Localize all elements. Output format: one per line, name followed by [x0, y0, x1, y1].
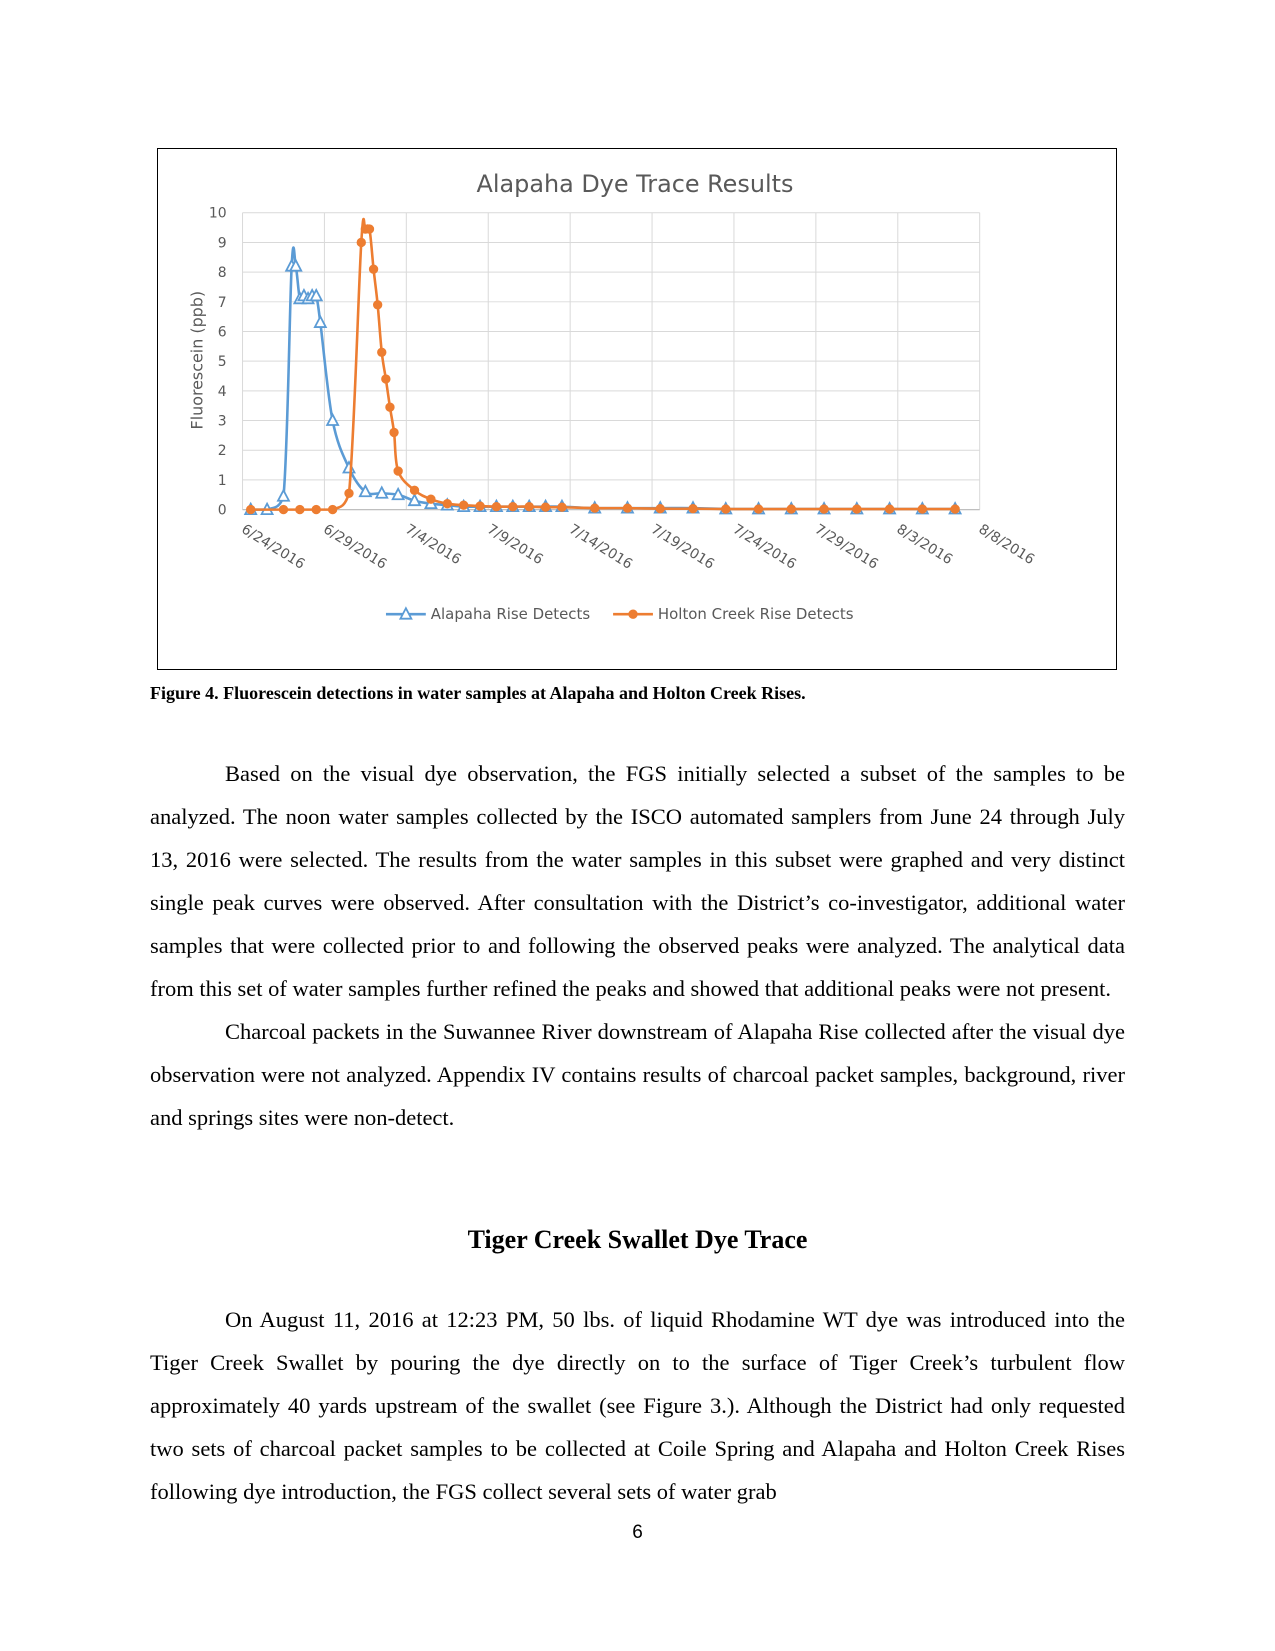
- section-heading: Tiger Creek Swallet Dye Trace: [467, 1225, 808, 1254]
- data-point: [885, 505, 893, 513]
- data-point: [427, 495, 435, 503]
- y-tick-label: 4: [217, 383, 227, 400]
- data-point: [754, 505, 762, 513]
- y-tick-label: 5: [217, 354, 227, 371]
- page-number: 6: [632, 1522, 643, 1543]
- body-text-2: [150, 1298, 1125, 1513]
- data-point: [623, 504, 631, 512]
- data-point: [722, 505, 730, 513]
- y-tick-label: 8: [217, 265, 227, 282]
- data-point: [390, 428, 398, 436]
- data-point: [443, 499, 451, 507]
- data-point: [296, 505, 304, 513]
- chart-title: Alapaha Dye Trace Results: [476, 169, 794, 198]
- x-tick-label: 7/4/2016: [402, 521, 464, 569]
- x-tick-label: 6/29/2016: [320, 521, 390, 573]
- chart: [158, 149, 1116, 669]
- data-point: [344, 462, 355, 472]
- paragraph: Based on the visual dye observation, the FGS initially selected a subset of the samples to be analyzed. The noon water samples collected by the ISCO automated samplers from June 24 through July 13, 2016 were selected. The results from the water samples in this subset were graphed and very distinct single peak curves were observed. After consultation with the District’s co-investigator, additional water samples that were collected prior to and following the observed peaks were analyzed. The analytical data from this set of water samples further refined the peaks and showed that additional peaks were not present.: [150, 761, 1125, 1001]
- data-point: [386, 403, 394, 411]
- y-tick-label: 7: [217, 294, 227, 311]
- y-tick-label: 2: [217, 443, 227, 460]
- x-tick-label: 7/9/2016: [484, 521, 546, 569]
- data-point: [410, 486, 418, 494]
- legend-item: [386, 605, 590, 623]
- y-axis-label: Fluorescein (ppb): [187, 290, 207, 430]
- y-tick-label: 9: [217, 235, 227, 252]
- data-point: [357, 238, 365, 246]
- data-point: [476, 502, 484, 510]
- data-point: [509, 502, 517, 510]
- x-tick-label: 8/8/2016: [975, 521, 1038, 569]
- x-tick-label: 6/24/2016: [238, 521, 308, 573]
- x-tick-labels: [238, 521, 1037, 572]
- data-point: [591, 504, 599, 512]
- data-point: [312, 505, 320, 513]
- data-point: [394, 467, 402, 475]
- data-point: [853, 505, 861, 513]
- data-point: [278, 490, 289, 500]
- data-point: [328, 505, 336, 513]
- body-text-1: [150, 752, 1125, 1139]
- data-point: [279, 505, 287, 513]
- legend-label: Alapaha Rise Detects: [430, 605, 591, 624]
- data-point: [656, 505, 664, 513]
- y-tick-labels: [209, 206, 227, 519]
- legend-marker: [629, 610, 637, 618]
- y-tick-label: 1: [217, 472, 227, 489]
- chart-frame: [157, 148, 1117, 670]
- x-tick-label: 7/29/2016: [811, 521, 881, 573]
- data-point: [459, 501, 467, 509]
- data-point: [951, 505, 959, 513]
- data-point: [689, 505, 697, 513]
- data-point: [525, 502, 533, 510]
- data-point: [820, 505, 828, 513]
- y-tick-label: 6: [217, 324, 227, 341]
- y-tick-label: 3: [217, 413, 227, 430]
- data-point: [492, 502, 500, 510]
- data-point: [373, 301, 381, 309]
- data-point: [541, 503, 549, 511]
- data-point: [382, 375, 390, 383]
- data-point: [369, 265, 377, 273]
- series-alapaha-rise-detects: [245, 248, 960, 515]
- legend-item: [613, 605, 854, 623]
- data-point: [365, 225, 373, 233]
- legend-label: Holton Creek Rise Detects: [657, 605, 854, 624]
- grid: [243, 213, 980, 510]
- x-tick-label: 7/14/2016: [566, 521, 636, 573]
- x-tick-label: 7/24/2016: [729, 521, 799, 573]
- legend: [386, 605, 854, 623]
- series: [245, 219, 960, 514]
- data-point: [558, 503, 566, 511]
- paragraph: Charcoal packets in the Suwannee River downstream of Alapaha Rise collected after the visual dye observation were not analyzed. Appendix IV contains results of charcoal packet samples, background, river and springs sites were non-detect.: [150, 1019, 1125, 1130]
- x-tick-label: 7/19/2016: [647, 521, 718, 573]
- y-tick-label: 10: [208, 205, 227, 222]
- data-point: [378, 348, 386, 356]
- data-point: [787, 505, 795, 513]
- data-point: [247, 505, 255, 513]
- series-line: [251, 219, 955, 510]
- data-point: [918, 505, 926, 513]
- data-point: [327, 415, 338, 425]
- y-tick-label: 0: [217, 502, 227, 519]
- x-tick-label: 8/3/2016: [893, 521, 956, 569]
- figure-caption: Figure 4. Fluorescein detections in water samples at Alapaha and Holton Creek Rises.: [150, 683, 806, 703]
- data-point: [345, 489, 353, 497]
- paragraph: On August 11, 2016 at 12:23 PM, 50 lbs. of liquid Rhodamine WT dye was introduced into the Tiger Creek Swallet by pouring the dye directly on to the surface of Tiger Creek’s turbulent flow approximately 40 yards upstream of the swallet (see Figure 3.). Although the District had only requested two sets of charcoal packet samples to be collected at Coile Spring and Alapaha and Holton Creek Rises following dye introduction, the FGS collect several sets of water grab: [150, 1307, 1125, 1504]
